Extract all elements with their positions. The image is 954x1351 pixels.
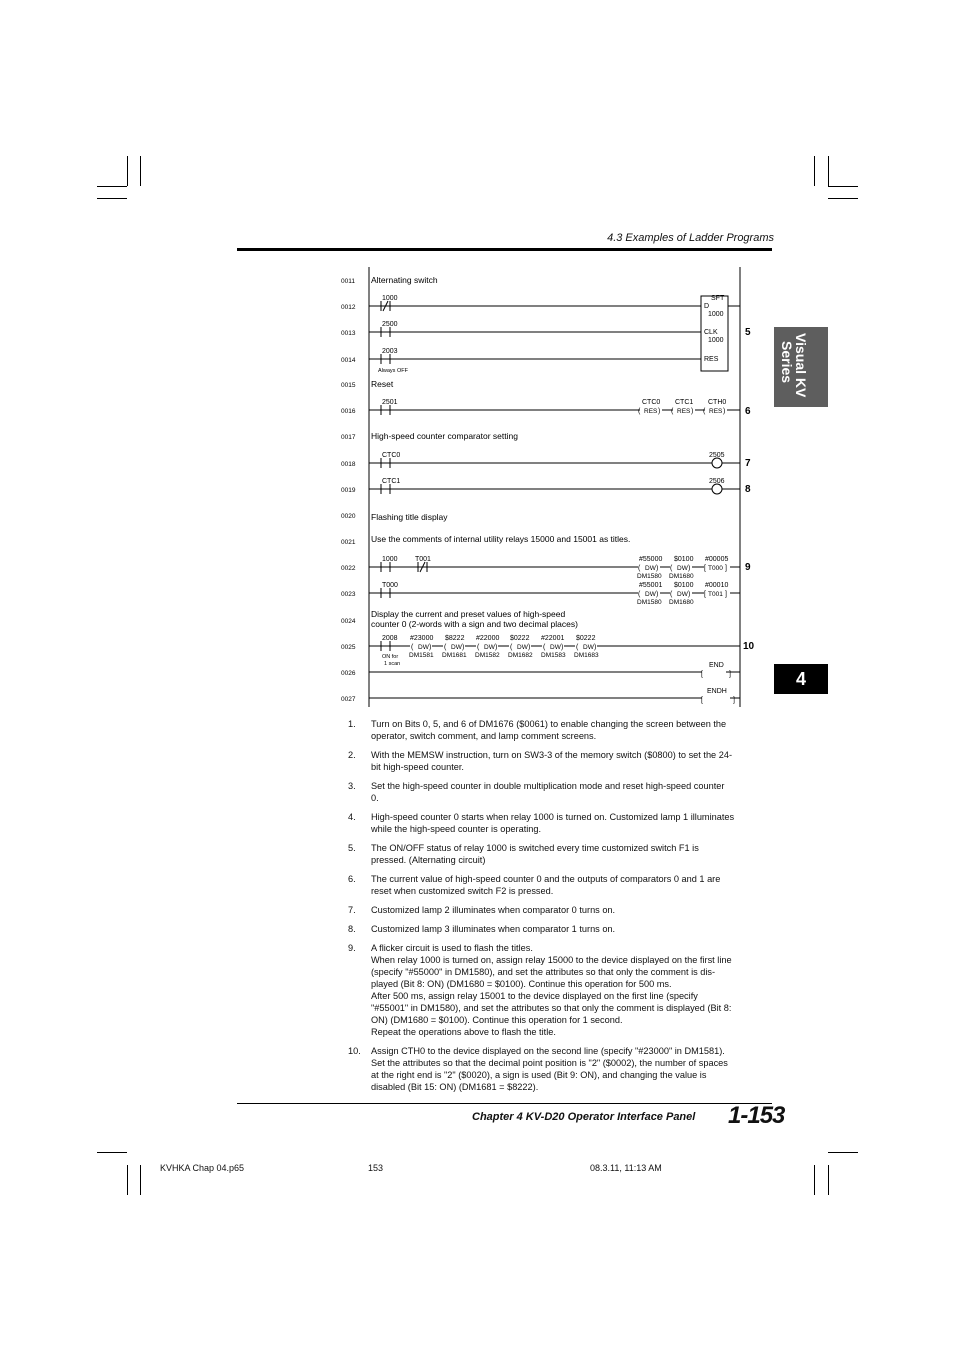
device-label: DM1582	[475, 652, 500, 659]
coil-bracket: (	[638, 408, 641, 415]
contact-note: Always OFF	[378, 368, 408, 374]
rung-number: 0026	[341, 670, 356, 677]
crop-mark	[828, 1165, 829, 1195]
crop-mark	[828, 186, 858, 187]
coil-label: RES	[709, 408, 723, 415]
coil-bracket: )	[658, 408, 661, 415]
list-item: 4. High-speed counter 0 starts when relay 1000 is turned on. Customized lamp 1 illuminates while the high-speed counter is operating.	[348, 812, 735, 834]
rung-number: 0017	[341, 434, 356, 441]
fn-bracket: )	[462, 644, 465, 651]
ladder-diagram	[340, 262, 770, 712]
rung-number: 0025	[341, 644, 356, 651]
list-item: 2. With the MEMSW instruction, turn on SW3-3 of the memory switch ($0800) to set the 24- bit high-speed counter.	[348, 750, 732, 772]
contact-label: CTC0	[382, 452, 401, 459]
rung-number: 0027	[341, 696, 356, 703]
rung-number: 0015	[341, 382, 356, 389]
fn-bracket: )	[656, 591, 659, 598]
note-marker: 8	[745, 484, 751, 495]
fn-bracket: )	[495, 644, 498, 651]
fn-label: DW	[451, 644, 462, 651]
value-label: #23000	[410, 635, 434, 642]
fn-bracket: [	[704, 591, 706, 598]
section-title: 4.3 Examples of Ladder Programs	[607, 232, 774, 244]
crop-mark	[127, 1165, 128, 1195]
fn-bracket: (	[477, 644, 480, 651]
value-label: $0222	[576, 635, 596, 642]
rung-number: 0013	[341, 330, 356, 337]
fn-bracket: )	[561, 644, 564, 651]
value-label: #00010	[705, 582, 729, 589]
value-label: $0100	[674, 556, 694, 563]
fn-label: DW	[418, 644, 429, 651]
fn-bracket: (	[510, 644, 513, 651]
rung-number: 0024	[341, 618, 356, 625]
output-label: CTH0	[708, 399, 727, 406]
crop-mark	[814, 156, 815, 186]
value-label: $8222	[445, 635, 465, 642]
rung-number: 0021	[341, 539, 356, 546]
end-bracket: ]	[729, 671, 731, 678]
value-label: #55001	[639, 582, 663, 589]
end-bracket: [	[701, 697, 703, 704]
device-label: DM1580	[637, 599, 662, 606]
fn-bracket: ]	[725, 565, 727, 572]
contact-label: T001	[415, 556, 431, 563]
note-marker: 5	[745, 327, 751, 338]
crop-mark	[828, 1152, 858, 1153]
instruction-label: SFT	[711, 295, 725, 302]
crop-mark	[97, 198, 127, 199]
device-label: DM1581	[409, 652, 434, 659]
fn-bracket: )	[688, 591, 691, 598]
rung-number: 0020	[341, 513, 356, 520]
rung-number: 0016	[341, 408, 356, 415]
output-label: 2506	[709, 478, 725, 485]
input-label: 1000	[708, 337, 724, 344]
crop-mark	[140, 156, 141, 186]
footer-rule	[237, 1103, 772, 1104]
contact-note: 1 scan	[384, 661, 401, 667]
value-label: $0100	[674, 582, 694, 589]
slug-page: 153	[368, 1163, 384, 1173]
rung-comment: Display the current and preset values of high-speed	[371, 609, 566, 619]
fn-label: DW	[645, 565, 656, 572]
fn-label: DW	[677, 591, 688, 598]
fn-bracket: ]	[725, 591, 727, 598]
operand-label: 1000	[708, 311, 724, 318]
value-label: #22000	[476, 635, 500, 642]
end-instruction: END	[709, 662, 724, 669]
note-marker: 6	[745, 406, 751, 417]
crop-mark	[828, 156, 829, 186]
fn-label: DW	[645, 591, 656, 598]
list-item: 7. Customized lamp 2 illuminates when comparator 0 turns on.	[348, 905, 616, 915]
timer-label: T000	[708, 565, 723, 572]
output-label: CTC1	[675, 399, 694, 406]
header-rule	[237, 248, 772, 251]
contact-label: 2008	[382, 635, 398, 642]
coil-bracket: )	[723, 408, 726, 415]
contact-label: 1000	[382, 556, 398, 563]
rung-number: 0022	[341, 565, 356, 572]
crop-mark	[814, 1165, 815, 1195]
fn-bracket: (	[670, 565, 673, 572]
crop-mark	[97, 186, 127, 187]
crop-mark	[140, 1165, 141, 1195]
coil-label: RES	[644, 408, 658, 415]
list-item: 1. Turn on Bits 0, 5, and 6 of DM1676 ($0061) to enable changing the screen between the operator, switch comment, and lamp comment screens.	[348, 719, 727, 741]
output-label: CTC0	[642, 399, 661, 406]
contact-label: 2501	[382, 399, 398, 406]
value-label: #22001	[541, 635, 565, 642]
fn-label: DW	[677, 565, 688, 572]
slug-date: 08.3.11, 11:13 AM	[590, 1163, 662, 1173]
contact-label: 2003	[382, 348, 398, 355]
device-label: DM1680	[669, 599, 694, 606]
rung-number: 0023	[341, 591, 356, 598]
output-label: 2505	[709, 452, 725, 459]
rung-number: 0014	[341, 357, 356, 364]
rung-number: 0019	[341, 487, 356, 494]
fn-bracket: )	[594, 644, 597, 651]
value-label: #00005	[705, 556, 729, 563]
fn-bracket: )	[688, 565, 691, 572]
contact-label: T000	[382, 582, 398, 589]
fn-bracket: (	[638, 565, 641, 572]
input-label: RES	[704, 356, 719, 363]
device-label: DM1680	[669, 573, 694, 580]
fn-bracket: (	[543, 644, 546, 651]
list-item: 8. Customized lamp 3 illuminates when comparator 1 turns on.	[348, 924, 616, 934]
list-item: 3. Set the high-speed counter in double multiplication mode and reset high-speed counter 0.	[348, 781, 725, 803]
series-tab	[774, 327, 828, 407]
tab-line1: Visual KV	[793, 333, 809, 398]
list-item: 5. The ON/OFF status of relay 1000 is switched every time customized switch F1 is pressed. (Alternating circuit)	[348, 843, 699, 865]
end-bracket: ]	[733, 697, 735, 704]
series-tab-label	[774, 327, 828, 407]
rung-comment: High-speed counter comparator setting	[371, 431, 518, 441]
fn-bracket: (	[411, 644, 414, 651]
fn-bracket: (	[670, 591, 673, 598]
device-label: DM1681	[442, 652, 467, 659]
rung-comment: Flashing title display	[371, 512, 448, 522]
fn-bracket: (	[444, 644, 447, 651]
coil-bracket: )	[691, 408, 694, 415]
crop-mark	[97, 1152, 127, 1153]
contact-note: ON for	[382, 654, 399, 660]
rung-number: 0011	[341, 278, 355, 285]
operand-label: D	[704, 303, 710, 310]
list-item: 10. Assign CTH0 to the device displayed on the second line (specify "#23000" in DM1581). Set the attributes so that the decimal point position is "2" ($0002), the number of spaces at the right end is "2" ($0020), a sign is used (Bit 9: ON), and changing the value is disabled (Bit 15: ON) (DM1681 = $8222).	[348, 1046, 728, 1092]
device-label: DM1580	[637, 573, 662, 580]
fn-bracket: (	[638, 591, 641, 598]
coil-label: RES	[677, 408, 691, 415]
rung-number: 0012	[341, 304, 356, 311]
fn-label: DW	[517, 644, 528, 651]
rung-comment: Use the comments of internal utility relays 15000 and 15001 as titles.	[371, 534, 631, 544]
timer-label: T001	[708, 591, 723, 598]
note-marker: 10	[743, 641, 755, 652]
fn-label: DW	[550, 644, 561, 651]
list-item: 6. The current value of high-speed counter 0 and the outputs of comparators 0 and 1 are reset when customized switch F2 is pressed.	[348, 874, 721, 896]
slug-file: KVHKA Chap 04.p65	[160, 1163, 245, 1173]
crop-mark	[828, 198, 858, 199]
device-label: DM1682	[508, 652, 533, 659]
footer-chapter: Chapter 4 KV-D20 Operator Interface Panel	[472, 1111, 696, 1123]
contact-label: CTC1	[382, 478, 401, 485]
contact-label: 1000	[382, 295, 398, 302]
rung-comment: Reset	[371, 379, 394, 389]
contact-label: 2500	[382, 321, 398, 328]
fn-bracket: )	[429, 644, 432, 651]
tab-line2: Series	[779, 341, 795, 384]
notes-list	[348, 718, 773, 1100]
rung-comment: counter 0 (2-words with a sign and two decimal places)	[371, 619, 578, 629]
end-bracket: [	[701, 671, 703, 678]
fn-bracket: )	[528, 644, 531, 651]
device-label: DM1683	[574, 652, 599, 659]
value-label: #55000	[639, 556, 663, 563]
coil-bracket: (	[703, 408, 706, 415]
device-label: DM1583	[541, 652, 566, 659]
page-number: 1-153	[728, 1102, 785, 1129]
value-label: $0222	[510, 635, 530, 642]
note-marker: 7	[745, 458, 751, 469]
rung-comment: Alternating switch	[371, 275, 438, 285]
input-label: CLK	[704, 329, 718, 336]
note-marker: 9	[745, 562, 751, 573]
crop-mark	[127, 156, 128, 186]
fn-label: DW	[583, 644, 594, 651]
fn-label: DW	[484, 644, 495, 651]
fn-bracket: [	[704, 565, 706, 572]
coil-bracket: (	[671, 408, 674, 415]
chapter-number: 4	[774, 664, 828, 694]
list-item: 9. A flicker circuit is used to flash the titles. When relay 1000 is turned on, assign relay 15000 to the device displayed on the first line (specify "#55000" in DM1580), and set the attributes so that only the comment is dis- played (Bit 8: ON) (DM1680 = $0100). Continue this operation for 500 ms. After 500 ms, assign relay 15001 to the device displayed on the first line (specify "#55001" in DM1580), and set the attributes so that only the comment is displayed (Bit 8: ON) (DM1680 = $0100). Continue this operation for 1 second. Repeat the operations above to flash the title.	[348, 943, 732, 1037]
fn-bracket: (	[576, 644, 579, 651]
endh-instruction: ENDH	[707, 688, 727, 695]
fn-bracket: )	[656, 565, 659, 572]
rung-number: 0018	[341, 461, 356, 468]
